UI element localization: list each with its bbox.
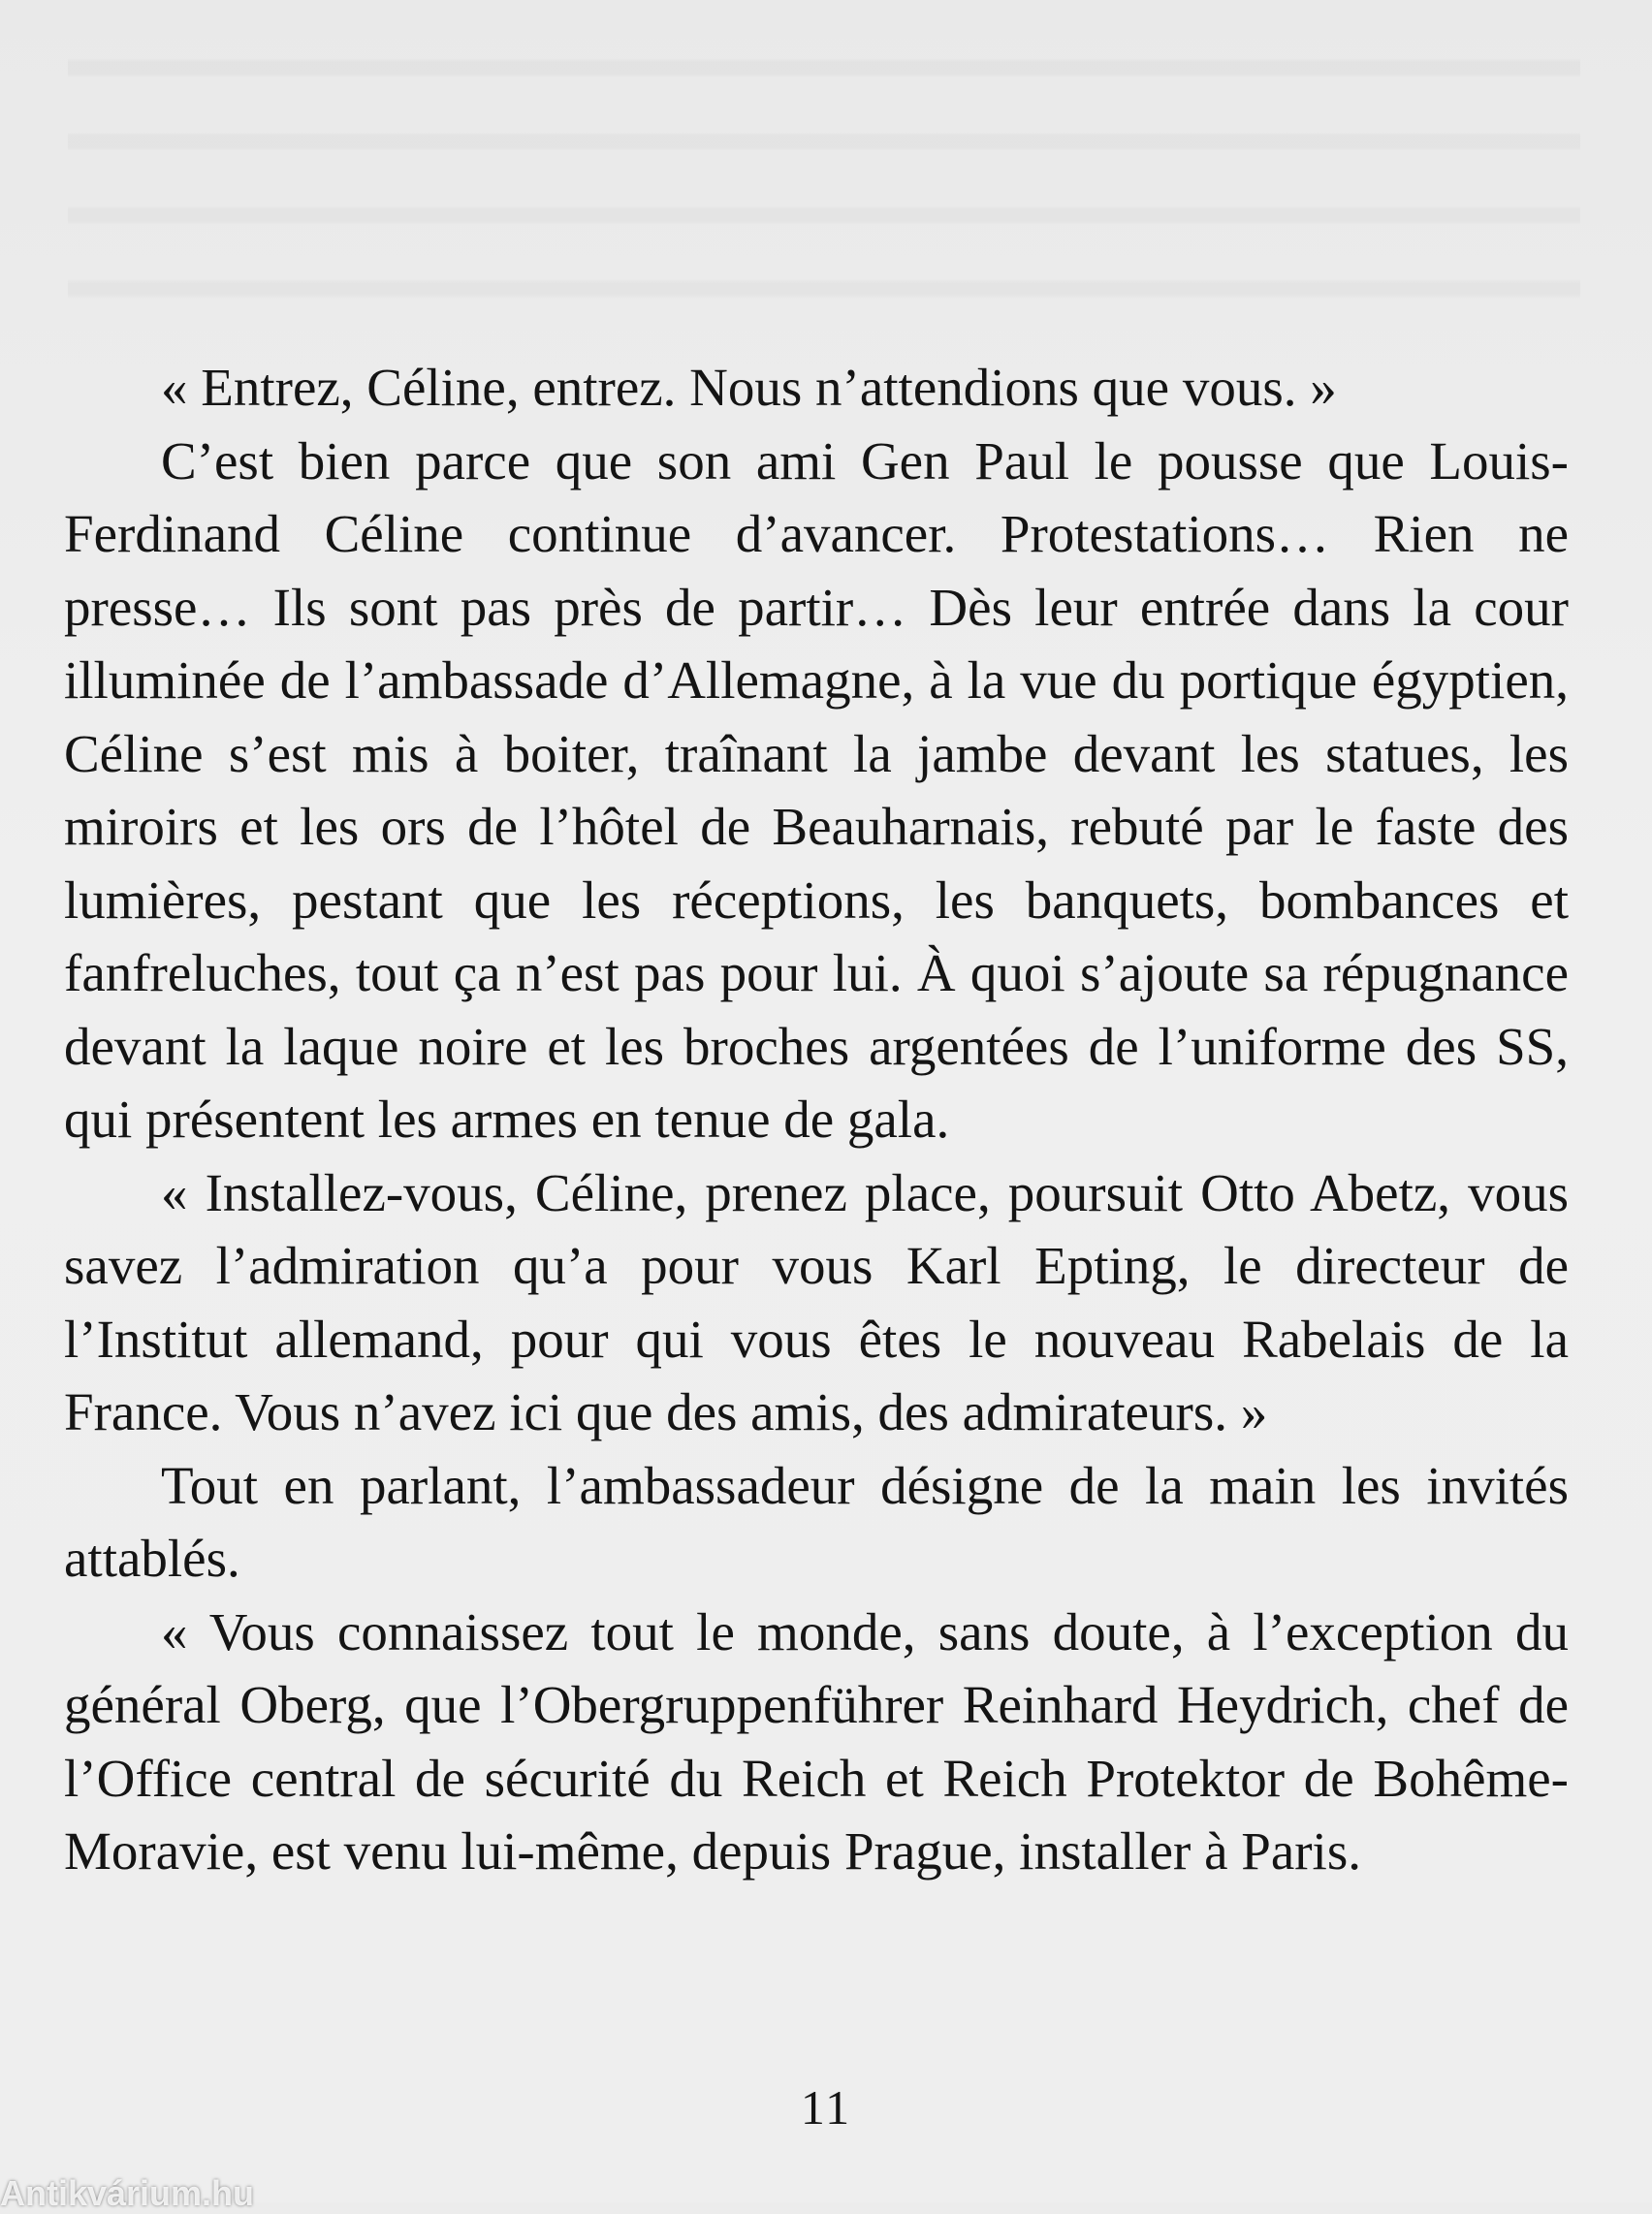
paragraph-4: Tout en parlant, l’ambassadeur désigne de la main les invités attablés. bbox=[64, 1455, 1569, 1588]
bleed-through-text bbox=[68, 19, 1580, 310]
watermark: Antikvárium.hu bbox=[0, 2173, 255, 2213]
paragraph-2: C’est bien parce que son ami Gen Paul le pousse que Louis-Ferdinand Céline continue d’avancer. Protestations… Rien ne presse… Ils sont pas près de partir… Dès leur entrée dans la cour illuminée de l’ambassade d’Allemagne, à la vue du portique égyptien, Céline s’est mis à boiter, traînant la jambe devant les statues, les miroirs et les ors de l’hôtel de Beauharnais, rebuté par le faste des lumières, pestant que les réceptions, les banquets, bombances et fanfreluches, tout ça n’est pas pour lui. À quoi s’ajoute sa répugnance devant la laque noire et les broches argentées de l’uniforme des SS, qui présentent les armes en tenue de gala. bbox=[64, 430, 1569, 1149]
paragraph-1: « Entrez, Céline, entrez. Nous n’attendions que vous. » bbox=[161, 358, 1337, 417]
body-text bbox=[64, 351, 1569, 1888]
paragraph-3: « Installez-vous, Céline, prenez place, poursuit Otto Abetz, vous savez l’admiration qu’a pour vous Karl Epting, le directeur de l’Institut allemand, pour qui vous êtes le nouveau Rabelais de la France. Vous n’avez ici que des amis, des admirateurs. » bbox=[64, 1162, 1569, 1441]
page-number: 11 bbox=[800, 2080, 852, 2135]
paragraph-5: « Vous connaissez tout le monde, sans doute, à l’exception du général Oberg, que l’Obergruppenführer Reinhard Heydrich, chef de l’Office central de sécurité du Reich et Reich Protektor de Bohême-Moravie, est venu lui-même, depuis Prague, installer à Paris. bbox=[64, 1601, 1569, 1881]
